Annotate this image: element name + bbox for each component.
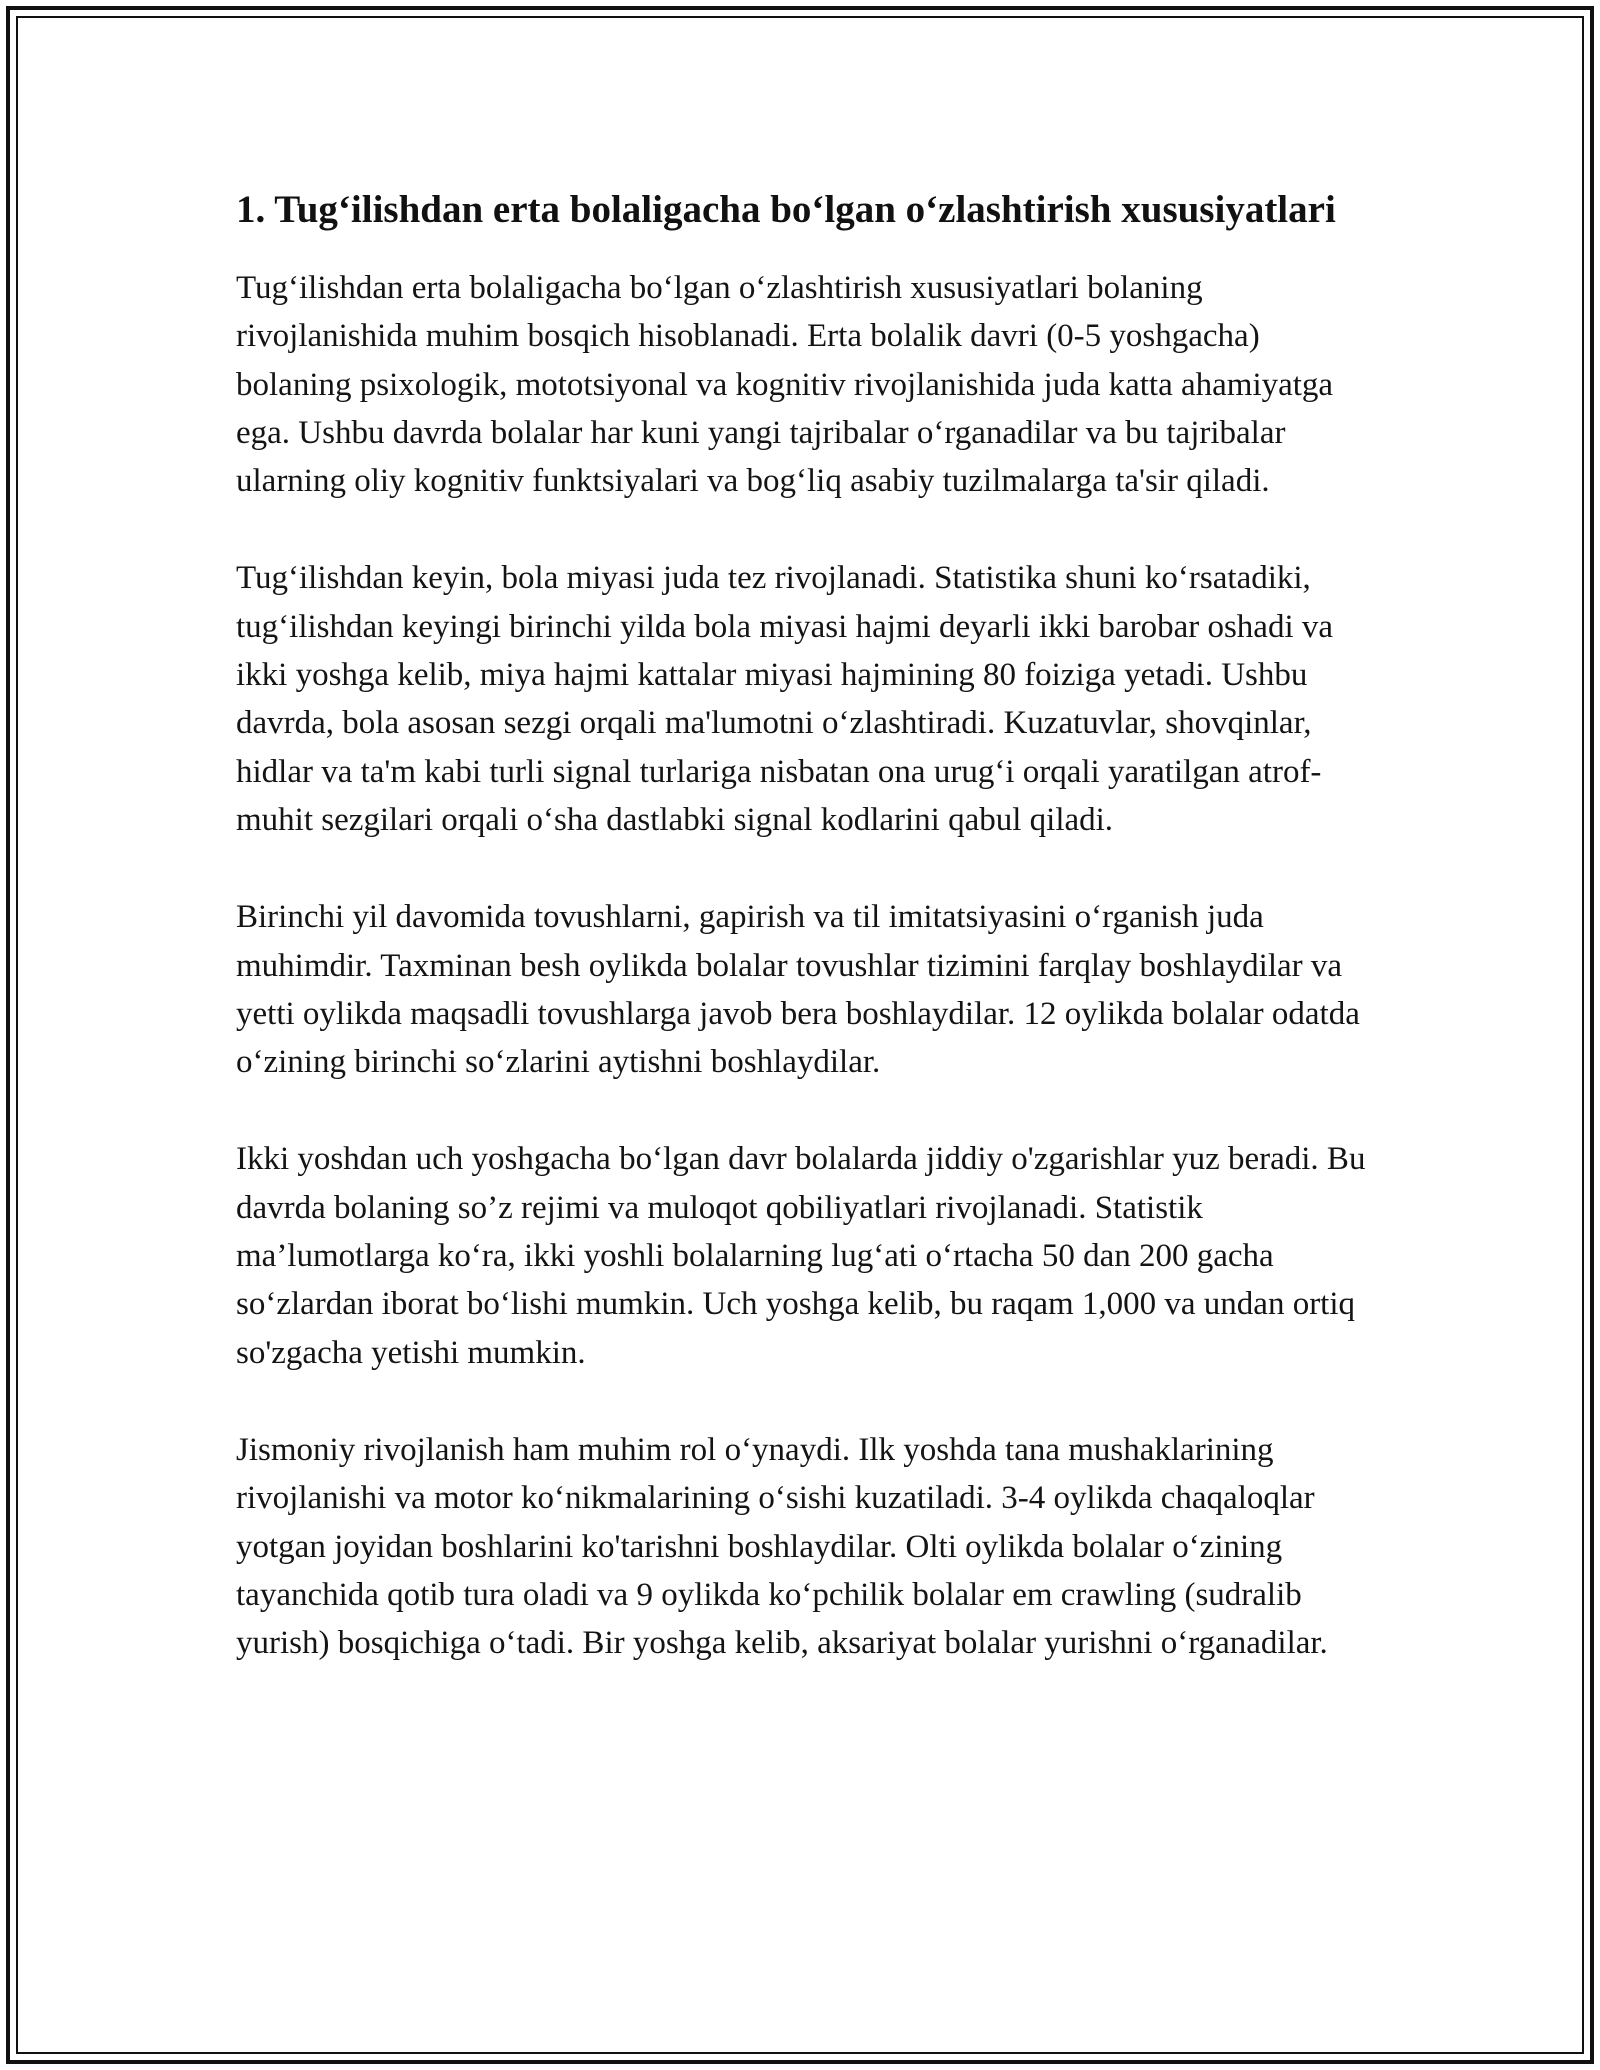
document-body bbox=[236, 182, 1376, 1716]
paragraph-4: Ikki yoshdan uch yoshgacha bo‘lgan davr bolalarda jiddiy o'zgarishlar yuz beradi. Bu davrda bolaning so’z rejimi va muloqot qobiliyatlari rivojlanadi. Statistik ma’lumotlarga ko‘ra, ikki yoshli bolalarning lug‘ati o‘rtacha 50 dan 200 gacha so‘zlardan iborat bo‘lishi mumkin. Uch yoshga kelib, bu raqam 1,000 va undan ortiq so'zgacha yetishi mumkin. bbox=[236, 1141, 1366, 1371]
paragraph-2: Tug‘ilishdan keyin, bola miyasi juda tez rivojlanadi. Statistika shuni ko‘rsatadiki, tug‘ilishdan keyingi birinchi yilda bola miyasi hajmi deyarli ikki barobar oshadi va ikki yoshga kelib, miya hajmi kattalar miyasi hajmining 80 foiziga yetadi. Ushbu davrda, bola asosan sezgi orqali ma'lumotni o‘zlashtiradi. Kuzatuvlar, shovqinlar, hidlar va ta'm kabi turli signal turlariga nisbatan ona urug‘i orqali yaratilgan atrof-muhit sezgilari orqali o‘sha dastlabki signal kodlarini qabul qiladi. bbox=[236, 560, 1334, 838]
document-title: 1. Tug‘ilishdan erta bolaligacha bo‘lgan o‘zlashtirish xususiyatlari bbox=[236, 188, 1336, 231]
paragraph-5: Jismoniy rivojlanish ham muhim rol o‘ynaydi. Ilk yoshda tana mushaklarining rivojlanishi va motor ko‘nikmalarining o‘sishi kuzatiladi. 3-4 oylikda chaqaloqlar yotgan joyidan boshlarini ko'tarishni boshlaydilar. Olti oylikda bolalar o‘zining tayanchida qotib tura oladi va 9 oylikda ko‘pchilik bolalar em crawling (sudralib yurish) bosqichiga o‘tadi. Bir yoshga kelib, aksariyat bolalar yurishni o‘rganadilar. bbox=[236, 1431, 1328, 1662]
paragraph-1: Tug‘ilishdan erta bolaligacha bo‘lgan o‘zlashtirish xususiyatlari bolaning rivojlanishida muhim bosqich hisoblanadi. Erta bolalik davri (0-5 yoshgacha) bolaning psixologik, mototsiyonal va kognitiv rivojlanishida juda katta ahamiyatga ega. Ushbu davrda bolalar har kuni yangi tajribalar o‘rganadilar va bu tajribalar ularning oliy kognitiv funktsiyalari va bog‘liq asabiy tuzilmalarga ta'sir qiladi. bbox=[236, 270, 1334, 500]
paragraph-3: Birinchi yil davomida tovushlarni, gapirish va til imitatsiyasini o‘rganish juda muhimdir. Taxminan besh oylikda bolalar tovushlar tizimini farqlay boshlaydilar va yetti oylikda maqsadli tovushlarga javob bera boshlaydilar. 12 oylikda bolalar odatda o‘zining birinchi so‘zlarini aytishni boshlaydilar. bbox=[236, 899, 1360, 1081]
